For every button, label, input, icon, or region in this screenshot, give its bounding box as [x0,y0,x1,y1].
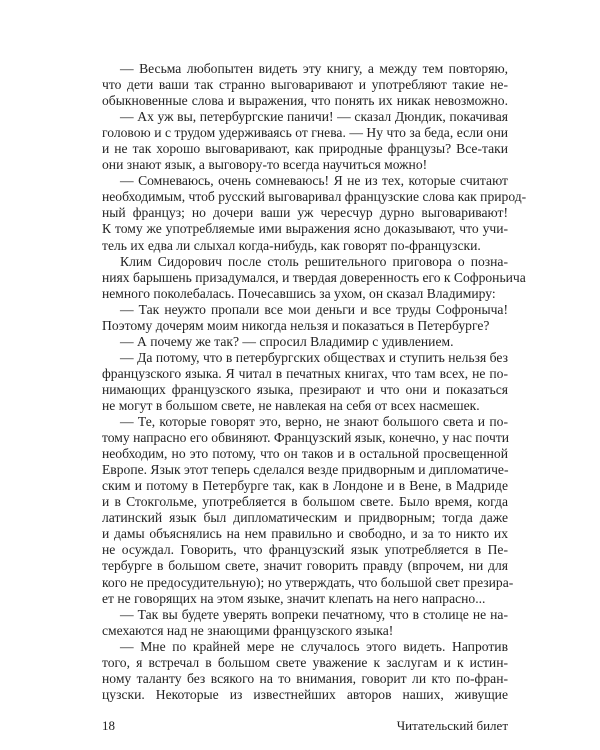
text-line: обыкновенные слова и выражения, что понять их никак невозможно. [102,93,508,109]
text-line: ским и потому в Петербурге так, как в Лондоне и в Вене, в Мадриде [102,478,508,494]
text-line: ному таланту без всякого на то внимания, говорит ли кто по-фран- [102,670,508,686]
page-number: 18 [102,718,115,733]
text-line: и в Стокгольме, употребляется в большом свете. Было время, когда [102,494,508,510]
text-line: тель их едва ли слыхал когда-нибудь, как говорят по-французски. [102,237,481,253]
text-line: — Ах уж вы, петербургские паничи! — сказал Дюндик, покачивая [120,109,508,125]
text-line: — Сомневаюсь, очень сомневаюсь! Я не из тех, которые считают [120,173,508,189]
text-line: и не так хорошо выговаривают, как природные французы? Все-таки [102,141,508,157]
text-line: Поэтому дочерям моим никогда нельзя и показаться в Петербурге? [102,317,490,333]
text-line: — Так неужто пропали все мои деньги и все труды Софроныча! [120,301,508,317]
text-line: — Те, которые говорят это, верно, не знают большого света и по- [120,414,508,430]
text-line: они знают язык, а выговору-то всегда научиться можно! [102,157,428,173]
text-line: ет не говорящих на этом языке, значит клепать на него напрасно... [102,590,486,606]
body-text [102,61,527,703]
text-line: необходим, но это потому, что он таков и в остальной просвещенной [102,446,508,462]
text-line: — Весьма любопытен видеть эту книгу, а между тем повторяю, [120,61,508,76]
text-line: головою и с трудом удерживаясь от гнева. — Ну что за беда, если они [102,125,508,141]
text-line: немного поколебалась. Почесавшись за ухом, он сказал Владимиру: [102,285,496,301]
text-line: — Так вы будете уверять вопреки печатному, что в столице не на- [120,606,508,622]
text-line: К тому же употребляемые ими выражения ясно доказывают, что учи- [102,221,508,237]
text-line: что дети ваши так странно выговаривают и употребляют такие не- [102,77,508,93]
text-line: нимающих французского языка, презирают и что они и показаться [102,381,508,397]
text-line: Европе. Язык этот теперь сделался везде придворным и дипломатиче- [102,462,509,478]
text-line: смехаются над не знающими французского языка! [102,622,394,638]
text-line: не могут в большом свете, не навлекая на себя от всех насмешек. [102,397,480,413]
running-title: Читательский билет [396,718,508,733]
text-line: — Мне по крайней мере не случалось этого видеть. Напротив [120,638,508,654]
text-line: латинский язык был дипломатическим и придворным; тогда даже [102,510,508,526]
text-line: ниях барышень призадумался, и твердая доверенность его к Софроньича [102,269,526,285]
text-line: Клим Сидорович после столь решительного приговора о позна- [120,253,508,269]
text-line: ный француз; но дочери ваши уж чересчур дурно выговаривают! [102,205,508,221]
text-line: кого не предосудительную); но утверждать, что большой свет презира- [102,574,514,590]
text-line: того, я встречал в большом свете уважение к заслугам и к истин- [102,654,508,670]
text-line: французского языка. Я читал в печатных книгах, что там всех, не по- [102,365,508,381]
text-line: не осуждал. Говорить, что французский язык употребляется в Пе- [102,542,508,558]
text-line: — А почему же так? — спросил Владимир с удивлением. [120,333,454,349]
text-line: тому напрасно его обвиняют. Французский язык, конечно, у нас почти [102,430,510,446]
text-line: необходимым, чтоб русский выговаривал французские слова как природ- [102,189,527,205]
text-line: и дамы объяснялись на нем правильно и свободно, и за то никто их [102,526,508,542]
text-line: тербурге в большом свете, значит говорить правду (впрочем, ни для [102,558,508,574]
text-line: — Да потому, что в петербургских обществах и ступить нельзя без [120,349,508,365]
text-line: цузски. Некоторые из известнейших авторов наших, живущие [102,686,508,702]
